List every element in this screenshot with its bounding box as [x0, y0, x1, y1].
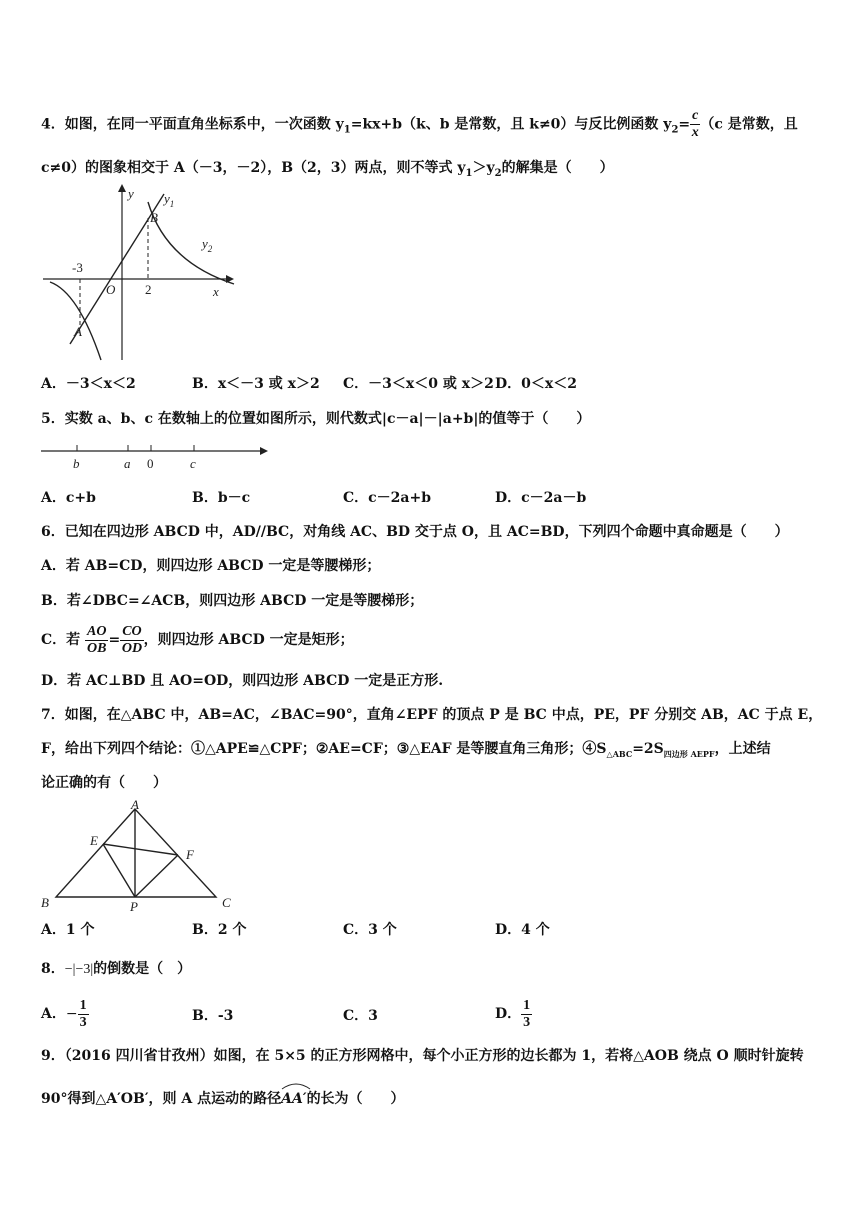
q5-option-b[interactable]: B．b－c: [192, 490, 251, 506]
q7-stem-line2: [41, 739, 771, 764]
q7-option-c[interactable]: C．3 个: [343, 922, 397, 938]
q4-text-a: 4．如图，在同一平面直角坐标系中，一次函数 y: [41, 116, 344, 133]
label-A: A: [131, 797, 139, 812]
q4-option-a[interactable]: A．－3＜x＜2: [41, 376, 136, 392]
q7-line2-sub2: 四边形 AEPF: [663, 748, 715, 759]
point-b-label: B: [150, 210, 158, 225]
y-axis-label: y: [128, 186, 134, 201]
q4-line2-a: c≠0）的图象相交于 A（－3，－2），B（2，3）两点，则不等式 y: [41, 160, 466, 176]
q8-d-den: 3: [523, 1014, 531, 1030]
q8-option-c[interactable]: C．3: [343, 1008, 378, 1024]
q6-option-c[interactable]: [41, 622, 354, 658]
y2-label-main: y: [202, 236, 208, 251]
q9-arc: [281, 1085, 306, 1109]
q9-line2-a: 90°得到△A′OB′，则 A 点运动的路径: [41, 1091, 282, 1107]
q9-line2-b: 的长为（ ）: [306, 1091, 405, 1107]
q7-option-d[interactable]: D．4 个: [495, 922, 550, 938]
q8-d-frac: [521, 998, 532, 1031]
q8-pre: 8．: [41, 961, 65, 977]
q5-option-a[interactable]: A．c+b: [41, 490, 96, 506]
q8-d-pre: D．: [495, 1006, 522, 1022]
q8-expression: −|−3|: [64, 962, 94, 977]
y1-label: [162, 191, 174, 209]
q6-c-pre: C．若: [41, 632, 81, 648]
q4-line2-sub2: 2: [494, 167, 502, 179]
q7-line2-sub1: △ABC: [606, 748, 633, 759]
hyperbola-branch-3: [50, 282, 101, 360]
q8-a-frac: [78, 998, 89, 1031]
q6-option-d[interactable]: D．若 AC⊥BD 且 AO=OD，则四边形 ABCD 一定是正方形.: [41, 673, 444, 689]
q7-line2-a: F，给出下列四个结论：①△APE≌△CPF；②AE=CF；③△EAF 是等腰直角三角形；④S: [41, 741, 607, 757]
q6-option-b[interactable]: B．若∠DBC=∠ACB，则四边形 ABCD 一定是等腰梯形；: [41, 593, 424, 609]
q7-stem-line1: 7．如图，在△ABC 中，AB=AC，∠BAC=90°，直角∠EPF 的顶点 P 是 BC 中点，PE，PF 分别交 AB，AC 于点 E，: [41, 707, 823, 723]
q4-graph: [38, 182, 238, 364]
q4-line2-b: ＞y: [472, 160, 495, 176]
q7-triangle-figure: [38, 797, 238, 915]
segment-pf: [135, 855, 178, 897]
q6-c-post: ，则四边形 ABCD 一定是矩形；: [143, 632, 354, 648]
q4-option-c[interactable]: C．－3＜x＜0 或 x＞2: [343, 376, 494, 392]
q9-stem-line2: [41, 1085, 405, 1109]
q4-line2-sub1: 1: [465, 167, 473, 179]
q4-frac-num: c: [692, 108, 699, 123]
arc-icon: [281, 1082, 311, 1090]
q6-c-eq: =: [108, 632, 121, 648]
q4-text-c: =: [678, 116, 691, 133]
q9-stem-line1: 9．（2016 四川省甘孜州）如图，在 5×5 的正方形网格中，每个小正方形的边长都为 1，若将△AOB 绕点 O 顺时针旋转: [41, 1048, 804, 1064]
label-C: C: [222, 895, 231, 910]
q8-a-pre: A．: [41, 1006, 66, 1022]
tick-2: 2: [145, 282, 152, 297]
q5-stem: 5．实数 a、b、c 在数轴上的位置如图所示，则代数式|c－a|－|a+b|的值等于（ ）: [41, 411, 591, 427]
q4-line2-c: 的解集是（ ）: [501, 160, 614, 176]
q6-c-n1: AO: [87, 623, 107, 639]
y-axis-arrow-icon: [118, 184, 126, 192]
q7-line2-b: =2S: [632, 741, 664, 757]
q5-number-line: [38, 440, 270, 474]
q5-option-c[interactable]: C．c－2a+b: [343, 490, 431, 506]
q8-a-sign: −: [65, 1006, 78, 1022]
q4-option-d[interactable]: D．0＜x＜2: [495, 376, 577, 392]
y2-label: [200, 236, 213, 254]
q7-stem-line3: 论正确的有（ ）: [41, 775, 167, 791]
q8-a-num: 1: [79, 997, 87, 1013]
label-E: E: [90, 833, 98, 848]
q8-option-d[interactable]: [495, 996, 532, 1032]
q6-stem: 6．已知在四边形 ABCD 中，AD//BC，对角线 AC、BD 交于点 O，且 AC=BD，下列四个命题中真命题是（ ）: [41, 524, 789, 540]
label-c: c: [190, 456, 196, 471]
q7-option-a[interactable]: A．1 个: [41, 922, 95, 938]
hyperbola-branch-1: [148, 202, 234, 284]
y1-label-main: y: [164, 191, 170, 206]
q8-stem: [41, 959, 191, 980]
label-B: B: [41, 895, 49, 910]
label-F: F: [186, 847, 194, 862]
x-axis-label: x: [213, 284, 219, 299]
q4-stem-line1: [41, 108, 798, 141]
segment-pe: [103, 844, 135, 897]
q8-option-b[interactable]: B．-3: [192, 1008, 234, 1024]
q4-text-b: =kx+b（k、b 是常数，且 k≠0）与反比例函数 y: [350, 116, 672, 133]
segment-ef: [103, 844, 178, 855]
q6-c-d2: OD: [121, 640, 143, 656]
q8-post: 的倒数是（ ）: [93, 961, 192, 977]
q7-option-b[interactable]: B．2 个: [192, 922, 247, 938]
label-b: b: [73, 456, 80, 471]
q7-line2-c: ，上述结: [714, 741, 771, 757]
label-a: a: [124, 456, 131, 471]
q6-c-frac2: [120, 624, 143, 657]
q4-sub2: 2: [671, 124, 679, 136]
q6-option-a[interactable]: A．若 AB=CD，则四边形 ABCD 一定是等腰梯形；: [41, 558, 381, 574]
y1-label-sub: 1: [169, 199, 175, 209]
q8-option-a[interactable]: [41, 996, 89, 1032]
q4-text-d: （c 是常数，且: [700, 116, 798, 133]
q4-sub1: 1: [343, 124, 351, 136]
q9-arc-text: AA′: [281, 1091, 307, 1107]
number-line-arrow-icon: [260, 447, 268, 455]
point-a-label: A: [74, 324, 82, 339]
q6-c-n2: CO: [122, 623, 142, 639]
tick-minus3: -3: [72, 260, 83, 275]
q8-a-den: 3: [79, 1014, 87, 1030]
q5-option-d[interactable]: D．c－2a－b: [495, 490, 587, 506]
label-0: 0: [147, 456, 154, 471]
y2-label-sub: 2: [207, 244, 213, 254]
q4-fraction: [690, 108, 700, 141]
q4-stem-line2: [41, 158, 614, 184]
origin-label: O: [106, 282, 116, 297]
q6-c-d1: OB: [87, 640, 107, 656]
q4-frac-den: x: [691, 125, 699, 140]
label-P: P: [130, 899, 138, 914]
q4-option-b[interactable]: B．x＜－3 或 x＞2: [192, 376, 320, 392]
q8-d-num: 1: [523, 997, 531, 1013]
q6-c-frac1: [85, 624, 108, 657]
